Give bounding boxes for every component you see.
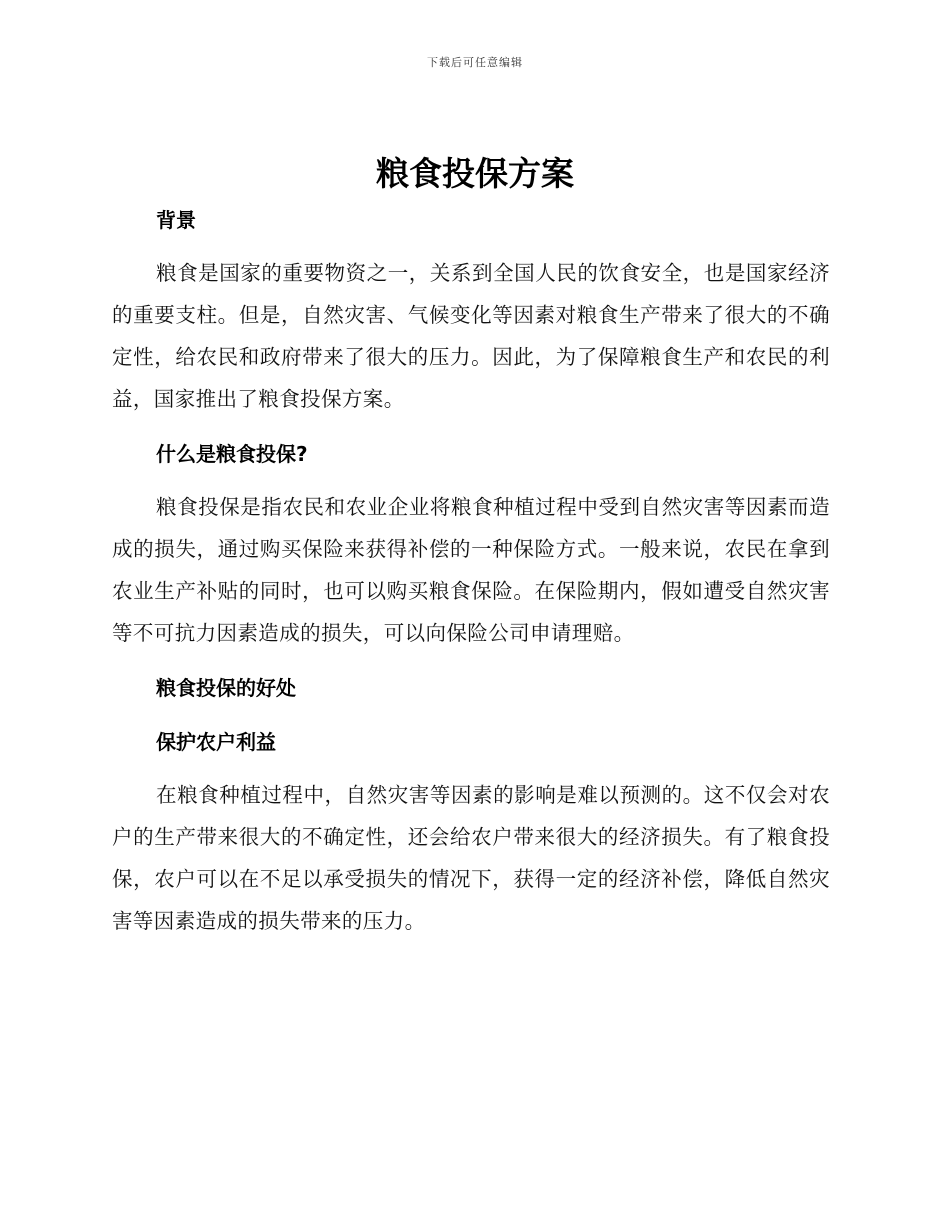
- section-paragraph-what-is: 粮食投保是指农民和农业企业将粮食种植过程中受到自然灾害等因素而造成的损失，通过购买保险来获得补偿的一种保险方式。一般来说，农民在拿到农业生产补贴的同时，也可以购买粮食保险。在保险期内，假如遭受自然灾害等不可抗力因素造成的损失，可以向保险公司申请理赔。: [112, 495, 830, 645]
- section-heading-benefits: 粮食投保的好处: [156, 676, 296, 700]
- document-body: [112, 200, 830, 942]
- section-heading-what-is: 什么是粮食投保?: [156, 442, 308, 466]
- document-title: 粮食投保方案: [376, 154, 574, 193]
- section-heading-background: 背景: [156, 208, 196, 232]
- section-paragraph-protect-farmers: 在粮食种植过程中，自然灾害等因素的影响是难以预测的。这不仅会对农户的生产带来很大的不确定性，还会给农户带来很大的经济损失。有了粮食投保，农户可以在不足以承受损失的情况下，获得一定的经济补偿，降低自然灾害等因素造成的损失带来的压力。: [112, 783, 830, 933]
- section-heading-protect-farmers: 保护农户利益: [156, 730, 276, 754]
- header-note: 下载后可任意编辑: [427, 56, 523, 69]
- section-paragraph-background: 粮食是国家的重要物资之一，关系到全国人民的饮食安全，也是国家经济的重要支柱。但是，自然灾害、气候变化等因素对粮食生产带来了很大的不确定性，给农民和政府带来了很大的压力。因此，为了保障粮食生产和农民的利益，国家推出了粮食投保方案。: [112, 261, 830, 411]
